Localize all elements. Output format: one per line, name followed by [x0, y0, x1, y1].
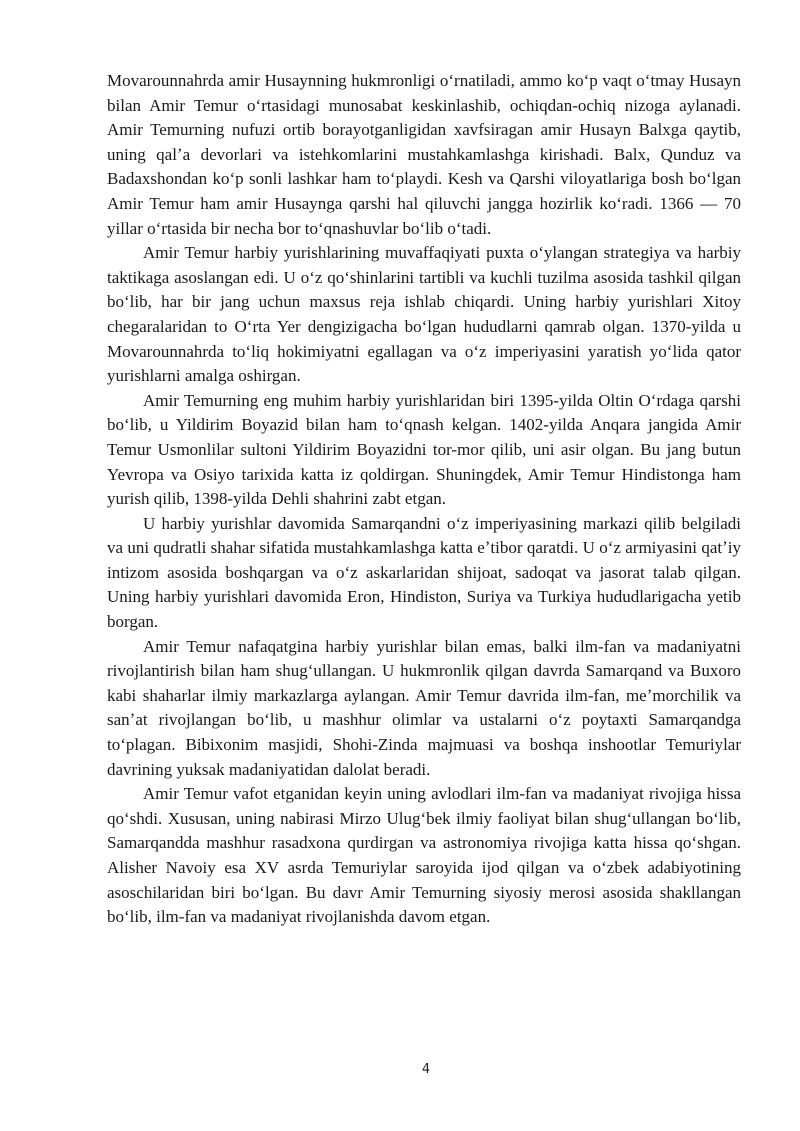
paragraph-5: Amir Temur nafaqatgina harbiy yurishlar bilan emas, balki ilm-fan va madaniyatni rivojlantirish bilan ham shugʻullangan. U hukmronlik qilgan davrda Samarqand va Buxoro kabi shaharlar ilmiy markazlarga aylangan. Amir Temur davrida ilm-fan, meʼmorchilik va sanʼat rivojlangan boʻlib, u mashhur olimlar va ustalarni oʻz poytaxti Samarqandga toʻplagan. Bibixonim masjidi, Shohi-Zinda majmuasi va boshqa inshootlar Temuriylar davrining yuksak madaniyatidan dalolat beradi.: [107, 636, 741, 779]
page-number: 4: [421, 1062, 431, 1077]
paragraph-4: U harbiy yurishlar davomida Samarqandni oʻz imperiyasining markazi qilib belgiladi va uni qudratli shahar sifatida mustahkamlashga katta eʼtibor qaratdi. U oʻz armiyasini qatʼiy intizom asosida boshqargan va oʻz askarlaridan shijoat, sadoqat va jasorat talab qilgan. Uning harbiy yurishlari davomida Eron, Hindiston, Suriya va Turkiya hududlarigacha yetib borgan.: [107, 513, 741, 632]
paragraph-2: Amir Temur harbiy yurishlarining muvaffaqiyati puxta oʻylangan strategiya va harbiy taktikaga asoslangan edi. U oʻz qoʻshinlarini tartibli va kuchli tuzilma asosida tashkil qilgan boʻlib, har bir jang uchun maxsus reja ishlab chiqardi. Uning harbiy yurishlari Xitoy chegaralaridan to Oʻrta Yer dengizigacha boʻlgan hududlarni qamrab olgan. 1370-yilda u Movarounnahrda toʻliq hokimiyatni egallagan va oʻz imperiyasini yaratish yoʻlida qator yurishlarni amalga oshirgan.: [107, 243, 741, 386]
paragraph-3: Amir Temurning eng muhim harbiy yurishlaridan biri 1395-yilda Oltin Oʻrdaga qarshi boʻlib, u Yildirim Boyazid bilan ham toʻqnash kelgan. 1402-yilda Anqara jangida Amir Temur Usmonlilar sultoni Yildirim Boyazidni tor-mor qilib, uni asir olgan. Bu jang butun Yevropa va Osiyo tarixida katta iz qoldirgan. Shuningdek, Amir Temur Hindistonga ham yurish qilib, 1398-yilda Dehli shahrini zabt etgan.: [107, 390, 741, 509]
paragraph-6: Amir Temur vafot etganidan keyin uning avlodlari ilm-fan va madaniyat rivojiga hissa qoʻshdi. Xususan, uning nabirasi Mirzo Ulugʻbek ilmiy faoliyat bilan shugʻullangan boʻlib, Samarqandda mashhur rasadxona qurdirgan va astronomiya rivojiga katta hissa qoʻshgan. Alisher Navoiy esa XV asrda Temuriylar saroyida ijod qilgan va oʻzbek adabiyotining asoschilaridan biri boʻlgan. Bu davr Amir Temurning siyosiy merosi asosida shakllangan boʻlib, ilm-fan va madaniyat rivojlanishda davom etgan.: [107, 784, 741, 927]
document-page: [107, 69, 741, 930]
paragraph-1: Movarounnahrda amir Husaynning hukmronligi oʻrnatiladi, ammo koʻp vaqt oʻtmay Husayn bilan Amir Temur oʻrtasidagi munosabat keskinlashib, ochiqdan-ochiq nizoga aylanadi. Amir Temurning nufuzi ortib borayotganligidan xavfsiragan amir Husayn Balxga qaytib, uning qalʼa devorlari va istehkomlarini mustahkamlashga kirishadi. Balx, Qunduz va Badaxshondan koʻp sonli lashkar ham toʻplaydi. Kesh va Qarshi viloyatlariga bosh boʻlgan Amir Temur ham amir Husaynga qarshi hal qiluvchi jangga hozirlik koʻradi. 1366 — 70 yillar oʻrtasida bir necha bor toʻqnashuvlar boʻlib oʻtadi.: [107, 71, 741, 238]
